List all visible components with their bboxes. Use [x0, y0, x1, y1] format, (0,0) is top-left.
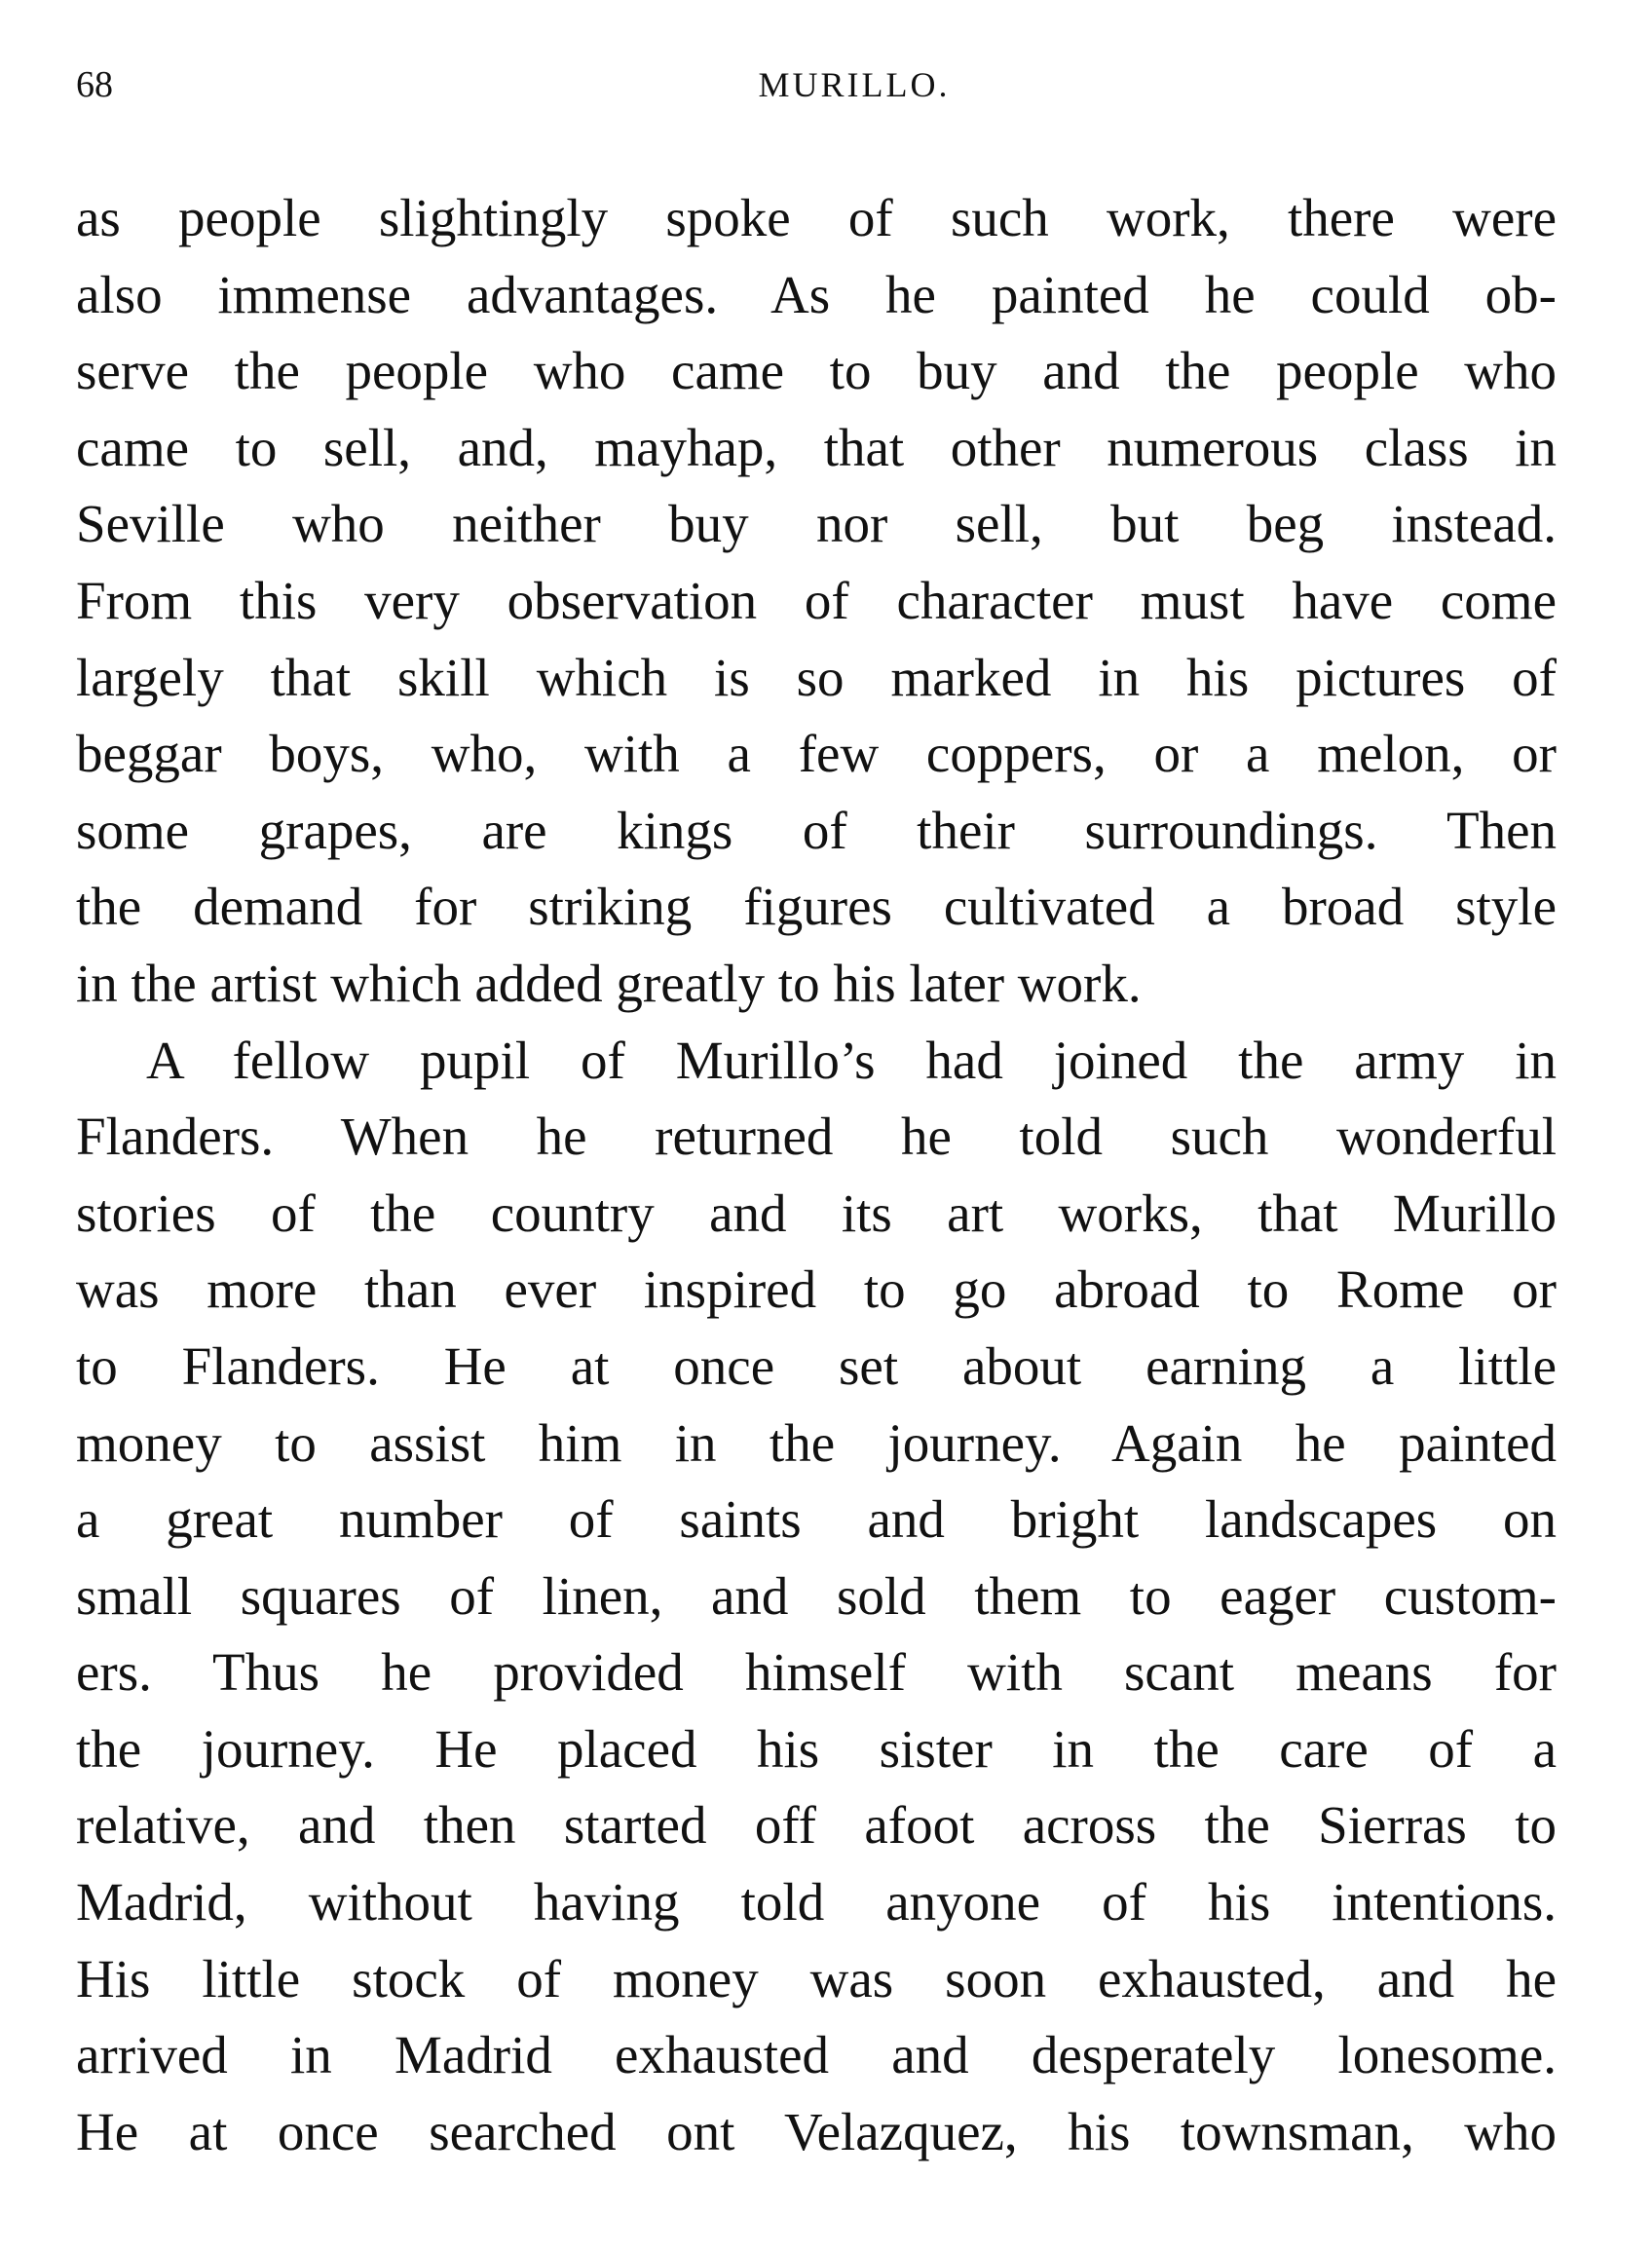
text-line: relative, and then started off afoot across the Sierras to: [76, 1795, 1557, 1856]
text-line: a great number of saints and bright landscapes on: [76, 1489, 1557, 1550]
text-line: came to sell, and, mayhap, that other numerous class in: [76, 417, 1557, 477]
text-line: as people slightingly spoke of such work, there were: [76, 188, 1557, 247]
text-line: the demand for striking figures cultivated a broad style: [76, 877, 1557, 937]
body-text: [76, 180, 1557, 2170]
running-head: [76, 60, 1557, 109]
text-line: Seville who neither buy nor sell, but beg instead.: [76, 494, 1557, 554]
text-line: stories of the country and its art works, that Murillo: [76, 1182, 1557, 1243]
text-line: He at once searched ont Velazquez, his townsman, who: [76, 2101, 1557, 2161]
text-line: some grapes, are kings of their surroundings. Then: [76, 800, 1557, 860]
text-line: beggar boys, who, with a few coppers, or a melon, or: [76, 724, 1557, 784]
text-line: ers. Thus he provided himself with scant means for: [76, 1642, 1557, 1703]
text-line: His little stock of money was soon exhausted, and he: [76, 1948, 1557, 2008]
text-line: to Flanders. He at once set about earning a little: [76, 1335, 1557, 1396]
text-line: Flanders. When he returned he told such wonderful: [76, 1107, 1557, 1167]
text-line: the journey. He placed his sister in the care of a: [76, 1718, 1557, 1779]
running-title: MURILLO.: [758, 65, 951, 104]
text-line: also immense advantages. As he painted he could ob-: [76, 264, 1557, 324]
page-number: 68: [76, 64, 113, 105]
paragraph-end-line: in the artist which added greatly to his later work.: [76, 953, 1142, 1013]
text-line: serve the people who came to buy and the people who: [76, 341, 1557, 401]
text-line: arrived in Madrid exhausted and desperately lonesome.: [76, 2025, 1557, 2085]
paragraph-start-line: A fellow pupil of Murillo’s had joined the army in: [146, 1030, 1557, 1090]
text-line: small squares of linen, and sold them to eager custom-: [76, 1565, 1557, 1626]
text-line: From this very observation of character must have come: [76, 570, 1557, 630]
text-line: was more than ever inspired to go abroad to Rome or: [76, 1259, 1557, 1320]
text-line: Madrid, without having told anyone of his intentions.: [76, 1872, 1557, 1933]
text-line: largely that skill which is so marked in his pictures of: [76, 647, 1557, 707]
text-line: money to assist him in the journey. Again he painted: [76, 1412, 1557, 1473]
